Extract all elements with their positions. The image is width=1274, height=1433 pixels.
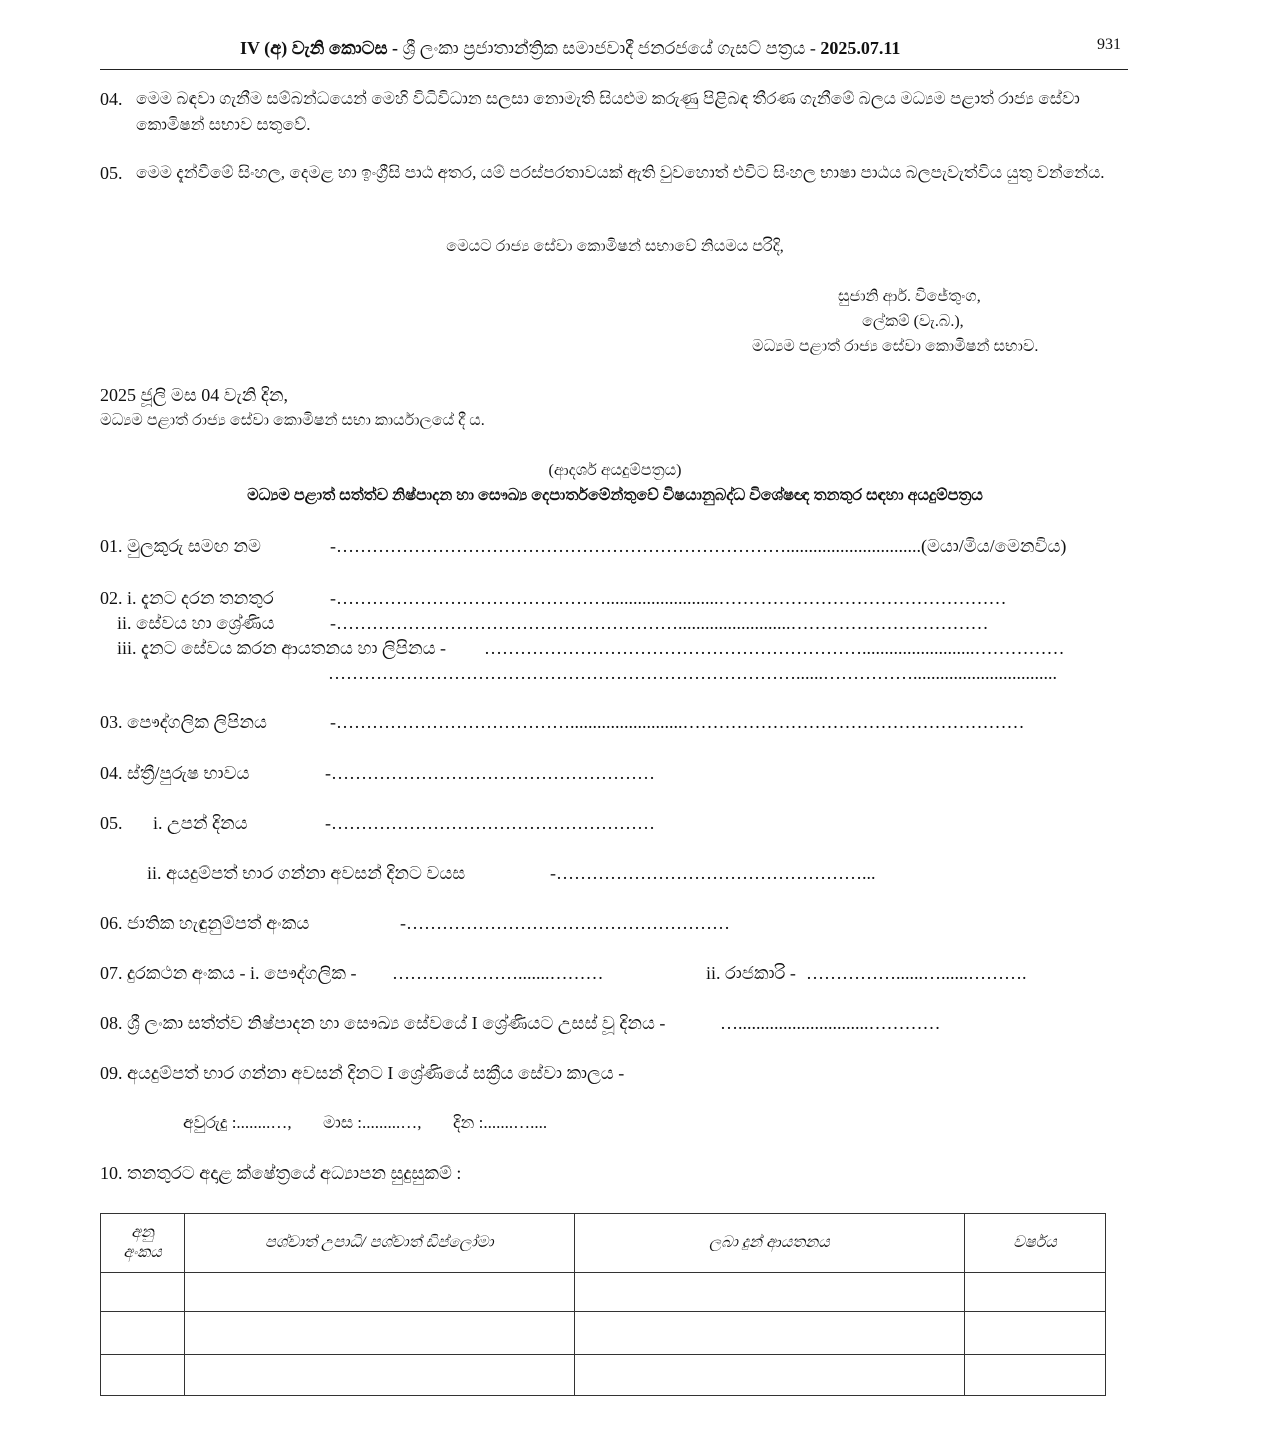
table-cell[interactable]: [101, 1355, 185, 1396]
paragraph-number: 05.: [100, 163, 123, 183]
table-cell[interactable]: [574, 1355, 965, 1396]
field-09-label: 09. අයදුම්පත් භාර ගන්නා අවසන් දිනට I ශ්‍රේණියේ සක්‍රීය සේවා කාලය -: [100, 1063, 625, 1083]
field-01-blank: -…………………………………………………………………..............................(මයා/මිය/මෙනවිය): [330, 536, 1067, 556]
field-09-years: අවුරුදු :........…,: [183, 1113, 292, 1132]
field-05-i-blank: -………………………………………………: [325, 813, 655, 833]
column-header-institution: ලබා දුන් ආයතනය: [574, 1214, 965, 1273]
field-02-iii-blank: ……………………………………………………….........................……………: [484, 638, 1065, 658]
field-08-label: 08. ශ්‍රී ලංකා සත්ත්ව නිෂ්පාදන හා සෞඛ්‍ය සේවයේ I ශ්‍රේණියට උසස් වූ දිනය -: [100, 1013, 666, 1033]
table-cell[interactable]: [184, 1355, 574, 1396]
field-05-ii-blank: -……………………………………………...: [550, 863, 876, 883]
signatory-office: මධ්‍යම පළාත් රාජ්‍ය සේවා කොමිෂන් සභාව.: [752, 338, 1039, 355]
signatory-title: ලේකම් (වැ.බ.),: [862, 313, 964, 330]
header-sep: -: [387, 38, 403, 58]
field-06-blank: -………………………………………………: [400, 913, 730, 933]
table-cell[interactable]: [101, 1312, 185, 1355]
header-sep: -: [805, 38, 821, 58]
table-cell[interactable]: [184, 1312, 574, 1355]
field-08-blank: ….............................…………: [720, 1013, 941, 1033]
field-02-ii-blank: -………………………………………………….........................……………………………: [330, 613, 989, 633]
field-09-days: දින :.......…....: [453, 1113, 548, 1132]
table-cell[interactable]: [574, 1312, 965, 1355]
issue-date: 2025 ජූලි මස 04 වැනි දින,: [100, 385, 288, 405]
field-10-label: 10. තනතුරට අදාළ ක්ෂේත්‍රයේ අධ්‍යාපන සුදුසුකම් :: [100, 1163, 462, 1183]
field-05-number: 05.: [100, 813, 123, 833]
field-06-label: 06. ජාතික හැඳුනුම්පත් අංකය: [100, 913, 310, 933]
form-subtitle: (ආදර්ශ අයදුම්පත්‍රය): [548, 462, 682, 479]
field-07-i-blank: ………………….......………: [392, 963, 604, 983]
page-number: 931: [1097, 36, 1121, 53]
table-cell[interactable]: [965, 1355, 1106, 1396]
paragraph-04: [100, 86, 1130, 138]
paragraph-text: මෙම දැන්වීමේ සිංහල, දෙමළ හා ඉංග්‍රීසි පාඨ අතර, යම් පරස්පරතාවයක් ඇති වුවහොත් එවිට සිංහල භාෂා පාඨය බලපැවැත්විය යුතු වන්නේය.: [136, 163, 1105, 182]
table-cell[interactable]: [101, 1273, 185, 1312]
table-cell[interactable]: [965, 1273, 1106, 1312]
field-02-i-label: 02. i. දැනට දරන තනතුර: [100, 588, 274, 608]
field-07-ii-label: ii. රාජකාරි -: [706, 963, 796, 983]
table-cell[interactable]: [965, 1312, 1106, 1355]
education-table: [100, 1213, 1106, 1396]
form-title: මධ්‍යම පළාත් සත්ත්ව නිෂ්පාදන හා සෞඛ්‍ය දෙපාර්තමේන්තුවේ විෂයානුබද්ධ විශේෂඥ තනතුර සඳහා අයදුම්පත්‍රය: [247, 487, 983, 504]
field-03-label: 03. පෞද්ගලික ලිපිනය: [100, 712, 267, 732]
header-gazette-name: ශ්‍රී ලංකා ප්‍රජාතාන්ත්‍රික සමාජවාදී ජනරජයේ ගැසට් පත්‍රය: [402, 38, 806, 58]
header-date: 2025.07.11: [820, 38, 901, 58]
field-04-blank: -………………………………………………: [325, 763, 655, 783]
paragraph-05: [100, 160, 1130, 186]
header-rule: [100, 69, 1128, 70]
table-cell[interactable]: [184, 1273, 574, 1312]
column-header-serial: අනු අංකය: [101, 1214, 185, 1273]
table-row: [101, 1273, 1106, 1312]
issue-place: මධ්‍යම පළාත් රාජ්‍ය සේවා කොමිෂන් සභා කාර්යාලයේ දී ය.: [100, 412, 485, 429]
order-line: මෙයට රාජ්‍ය සේවා කොමිෂන් සභාවේ නියමය පරිදි,: [446, 238, 784, 255]
paragraph-text: මෙම බඳවා ගැනීම සම්බන්ධයෙන් මෙහි විධිවිධාන සලසා නොමැති සියළුම කරුණු පිළිබඳ තීරණ ගැනීමේ බලය මධ්‍යම පළාත් රාජ්‍ය සේවා කොමිෂන් සභාව සතුවේ.: [136, 89, 1080, 134]
field-05-ii-label: ii. අයදුම්පත් භාර ගන්නා අවසන් දිනට වයස: [147, 863, 466, 883]
field-05-i-label: i. උපන් දිනය: [153, 813, 248, 833]
paragraph-number: 04.: [100, 89, 123, 109]
table-header-row: [101, 1214, 1106, 1273]
field-07-ii-blank: ……………......…......……….: [806, 963, 1027, 983]
field-07-label: 07. දුරකථන අංකය - i. පෞද්ගලික -: [100, 963, 357, 983]
header-part: IV (අ) වැනි කොටස: [240, 38, 388, 58]
field-04-label: 04. ස්ත්‍රී/පුරුෂ භාවය: [100, 763, 250, 783]
field-09-months: මාස :.........…,: [323, 1113, 422, 1132]
field-02-iii-label: iii. දැනට සේවය කරන ආයතනය හා ලිපිනය -: [117, 638, 447, 658]
field-03-blank: -………………………………….........................…………………………………………………: [330, 712, 1025, 732]
table-cell[interactable]: [574, 1273, 965, 1312]
column-header-qualification: පශ්චාත් උපාධි/ පශ්චාත් ඩිප්ලෝමා: [184, 1214, 574, 1273]
gazette-header: [240, 38, 900, 59]
field-02-i-blank: -……………………………………….........................…………………………………………: [330, 588, 1007, 608]
field-02-ii-label: ii. සේවය හා ශ්‍රේණිය: [117, 613, 275, 633]
signatory-name: සුජානි ආර්. විජේතුංග,: [838, 288, 981, 305]
field-01-label: 01. මුලකුරු සමඟ නම: [100, 536, 261, 556]
column-header-year: වර්ෂය: [965, 1214, 1106, 1273]
field-02-iii-blank-2: ……………………………………………………………………......……………................................: [328, 663, 1057, 683]
table-row: [101, 1312, 1106, 1355]
table-row: [101, 1355, 1106, 1396]
